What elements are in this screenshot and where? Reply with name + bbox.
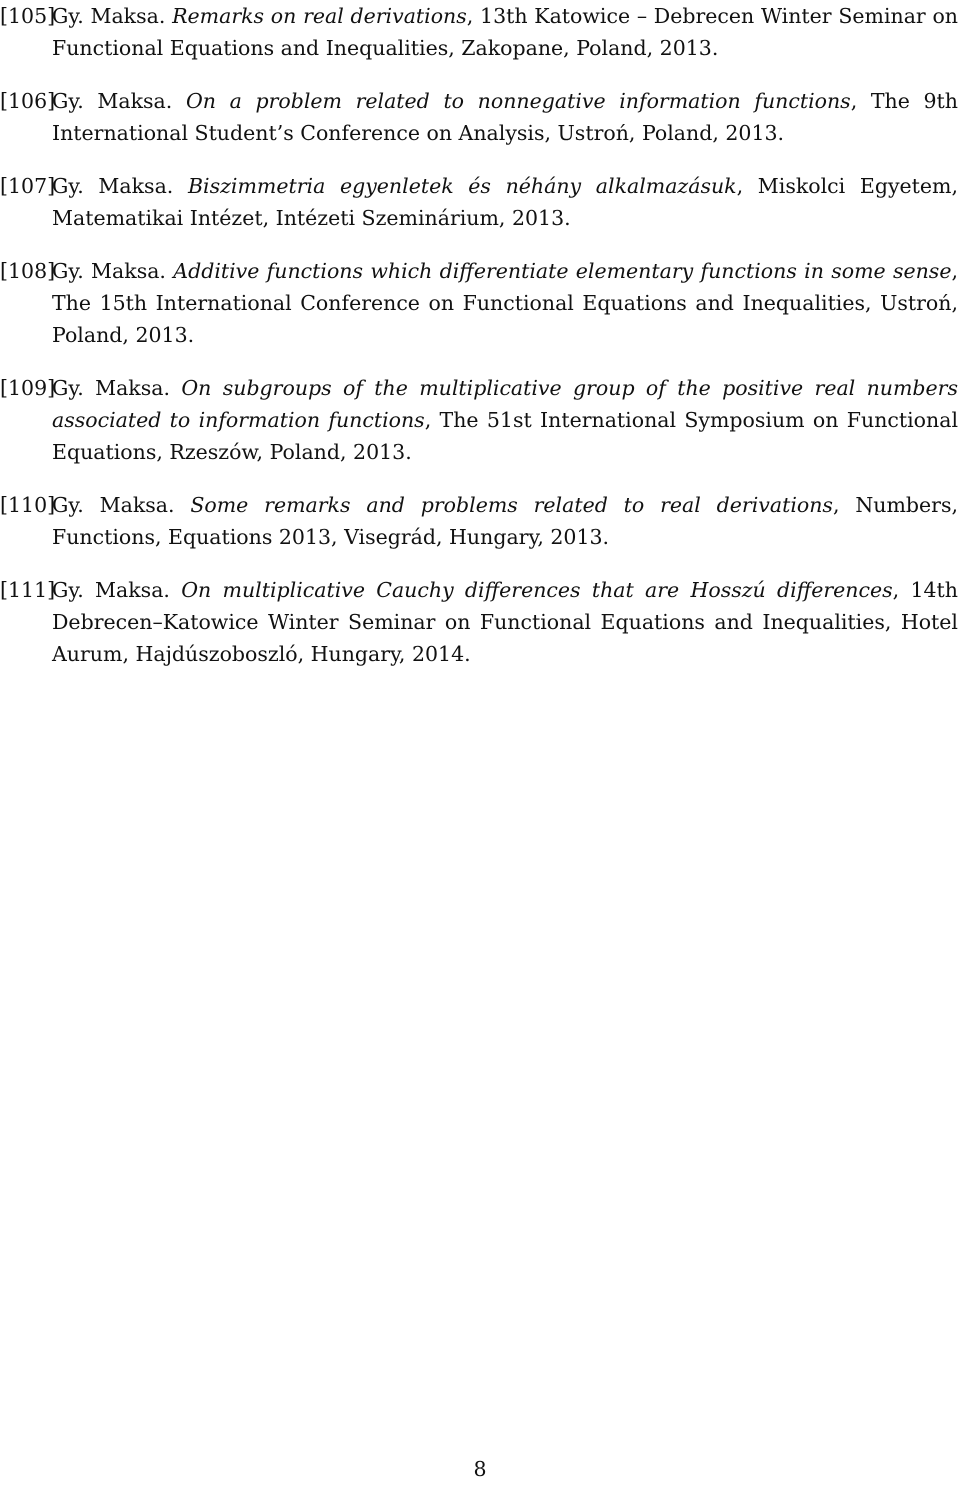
- reference-label: [109]: [0, 376, 56, 400]
- reference-details: , The 15th International Conference on Functional Equations and Inequalities, Ustroń, Poland, 2013.: [52, 259, 958, 347]
- reference-details: , Miskolci Egyetem, Matematikai Intézet, Intézeti Szeminárium, 2013.: [52, 174, 958, 230]
- reference-title: On a problem related to nonnegative information functions: [185, 89, 851, 113]
- reference-label: [106]: [0, 89, 56, 113]
- reference-label: [108]: [0, 259, 56, 283]
- reference-label: [107]: [0, 174, 56, 198]
- reference-author: Gy. Maksa.: [52, 376, 170, 400]
- reference-item: [0, 85, 958, 149]
- reference-details: , The 51st International Symposium on Functional Equations, Rzeszów, Poland, 2013.: [52, 408, 959, 464]
- reference-item: [0, 170, 958, 234]
- reference-author: Gy. Maksa.: [52, 578, 170, 602]
- reference-details: , The 9th International Student’s Conference on Analysis, Ustroń, Poland, 2013.: [52, 89, 958, 145]
- reference-item: [0, 0, 958, 64]
- reference-item: [0, 255, 958, 351]
- reference-author: Gy. Maksa.: [52, 259, 166, 283]
- reference-details: , Numbers, Functions, Equations 2013, Visegrád, Hungary, 2013.: [52, 493, 958, 549]
- reference-item: [0, 574, 958, 670]
- reference-label: [110]: [0, 493, 56, 517]
- reference-author: Gy. Maksa.: [52, 4, 166, 28]
- reference-details: , 14th Debrecen–Katowice Winter Seminar on Functional Equations and Inequalities, Hotel Aurum, Hajdúszoboszló, Hungary, 2014.: [52, 578, 958, 666]
- reference-title: Biszimmetria egyenletek és néhány alkalmazásuk: [187, 174, 737, 198]
- reference-author: Gy. Maksa.: [52, 89, 173, 113]
- reference-item: [0, 489, 958, 553]
- reference-author: Gy. Maksa.: [52, 174, 174, 198]
- reference-title: On multiplicative Cauchy differences that are Hosszú differences: [181, 578, 893, 602]
- reference-list: [0, 0, 958, 691]
- reference-title: Additive functions which differentiate elementary functions in some sense: [173, 259, 952, 283]
- reference-title: On subgroups of the multiplicative group of the positive real numbers associated to information functions: [52, 376, 958, 432]
- reference-title: Remarks on real derivations: [172, 4, 467, 28]
- reference-details: , 13th Katowice – Debrecen Winter Seminar on Functional Equations and Inequalities, Zakopane, Poland, 2013.: [52, 4, 958, 60]
- page-number: 8: [473, 1457, 487, 1481]
- reference-author: Gy. Maksa.: [52, 493, 175, 517]
- reference-title: Some remarks and problems related to real derivations: [190, 493, 833, 517]
- reference-item: [0, 372, 958, 468]
- reference-label: [111]: [0, 578, 56, 602]
- reference-label: [105]: [0, 4, 56, 28]
